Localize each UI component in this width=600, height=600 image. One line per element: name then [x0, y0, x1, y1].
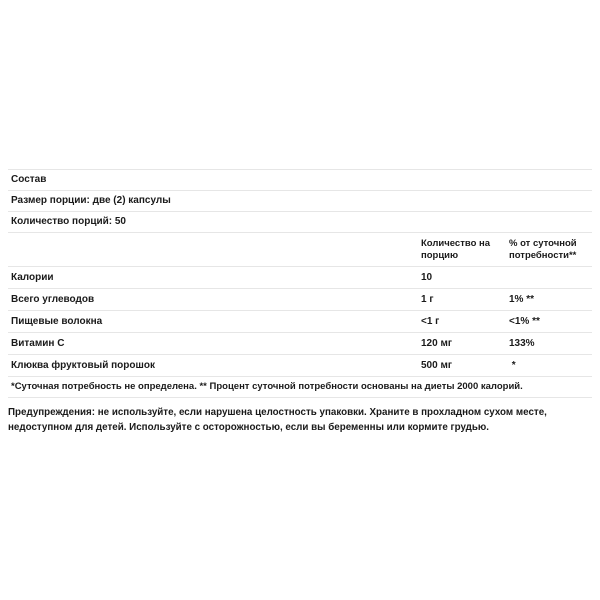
nutrient-amount: 10 [421, 271, 433, 283]
supplement-facts-table [8, 169, 592, 398]
facts-title: Состав [11, 174, 47, 185]
warnings-text: Предупреждения: не используйте, если нарушена целостность упаковки. Храните в прохладном сухом месте, недоступном для детей. Используйте с осторожностью, если вы беременны или кормите грудью. [8, 407, 547, 433]
nutrient-name: Витамин С [11, 337, 65, 349]
table-row [8, 288, 592, 310]
footnote: *Суточная потребность не определена. ** Процент суточной потребности основаны на диеты 2000 калорий. [11, 381, 523, 392]
nutrient-daily-value: 133% [509, 337, 535, 349]
servings-per-container: Количество порций: 50 [11, 216, 126, 227]
amount-per-serving-header: Количество на порцию [421, 237, 491, 261]
nutrient-amount: <1 г [421, 315, 440, 327]
table-header-row [8, 232, 592, 266]
table-row [8, 354, 592, 376]
nutrient-name: Калории [11, 271, 54, 283]
table-row [8, 266, 592, 288]
serving-size: Размер порции: две (2) капсулы [11, 195, 171, 206]
daily-value-header: % от суточной потребности** [509, 237, 577, 261]
nutrient-daily-value: <1% ** [509, 315, 540, 327]
facts-title-row [8, 169, 592, 190]
servings-per-container-row [8, 211, 592, 232]
nutrient-amount: 500 мг [421, 359, 453, 371]
nutrient-name: Клюква фруктовый порошок [11, 359, 155, 371]
footnote-row [8, 376, 592, 398]
table-row [8, 310, 592, 332]
nutrient-name: Пищевые волокна [11, 315, 103, 327]
nutrient-daily-value: 1% ** [509, 293, 535, 305]
nutrient-name: Всего углеводов [11, 293, 95, 305]
nutrient-daily-value: * [509, 359, 516, 371]
nutrient-amount: 120 мг [421, 337, 453, 349]
nutrient-amount: 1 г [421, 293, 434, 305]
table-row [8, 332, 592, 354]
serving-size-row [8, 190, 592, 211]
